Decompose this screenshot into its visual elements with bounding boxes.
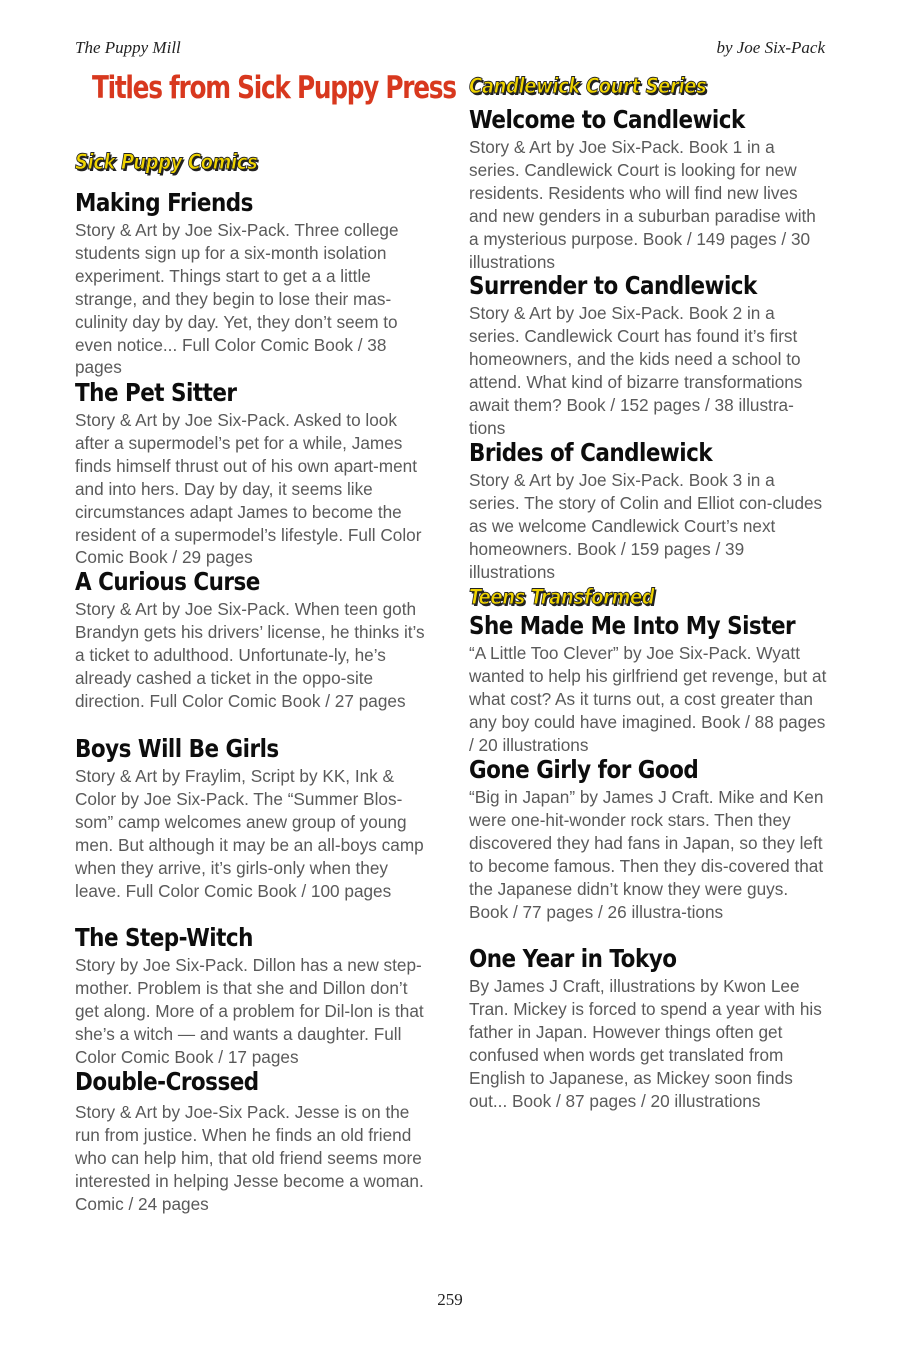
running-head-left: The Puppy Mill [75,38,181,57]
entry-title: Gone Girly for Good [469,755,699,784]
entry-title: Boys Will Be Girls [75,734,279,763]
series-label-sick-puppy-comics: Sick Puppy Comics [75,150,258,174]
catalog-entry [75,1066,435,1216]
catalog-entry [469,754,829,923]
page-number: 259 [437,1290,463,1309]
catalog-entry [75,733,435,902]
entry-title: One Year in Tokyo [469,944,677,973]
entry-title: A Curious Curse [75,567,260,596]
entry-title: The Step-Witch [75,923,253,952]
catalog-entry [469,610,829,757]
catalog-entry [75,187,435,379]
running-head-right: by Joe Six-Pack [716,38,825,57]
entry-description: Story & Art by Joe Six-Pack. Book 1 in a series. Candlewick Court is looking for new residents. Residents who will find new lives and new genders in a suburban paradise with a mysterious purpose. Book / 149 pages / 30 illustrations [469,137,816,272]
entry-title: Double-Crossed [75,1067,259,1096]
catalog-entry [75,377,435,569]
entry-description: Story & Art by Joe Six-Pack. Book 3 in a series. The story of Colin and Elliot con-cludes as we welcome Candlewick Court’s next homeowners. Book / 159 pages / 39 illustrations [469,470,823,582]
catalog-entry [469,104,829,273]
catalog-entry [469,943,829,1112]
page-title: Titles from Sick Puppy Press [92,70,456,106]
entry-description: Story & Art by Joe Six-Pack. Three college students sign up for a six-month isolation experiment. Things start to get a a little strange, and they begin to lose their mas-culinity day by day. Yet, they don’t seem to even notice... Full Color Comic Book / 38 pages [75,220,399,378]
entry-title: Making Friends [75,188,253,217]
entry-title: Brides of Candlewick [469,438,713,467]
entry-description: By James J Craft, illustrations by Kwon Lee Tran. Mickey is forced to spend a year with his father in Japan. However things often get confused when words get translated from English to Japanese, as Mickey soon finds out... Book / 87 pages / 20 illustrations [469,976,822,1111]
entry-title: Welcome to Candlewick [469,105,745,134]
series-label-candlewick-court: Candlewick Court Series [469,74,707,98]
entry-description: Story & Art by Joe-Six Pack. Jesse is on the run from justice. When he finds an old friend who can help him, that old friend seems more interested in helping Jesse become a woman. Comic / 24 pages [75,1102,424,1214]
series-label-teens-transformed: Teens Transformed [469,585,655,609]
entry-description: Story by Joe Six-Pack. Dillon has a new step-mother. Problem is that she and Dillon don’t get along. More of a problem for Dil-lon is that she’s a witch — and wants a daughter. Full Color Comic Book / 17 pages [75,955,424,1067]
entry-title: She Made Me Into My Sister [469,611,796,640]
entry-description: “Big in Japan” by James J Craft. Mike and Ken were one-hit-wonder rock stars. Then they discovered they had fans in Japan, so they left to become famous. Then they dis-covered that the Japanese didn’t know they were guys. Book / 77 pages / 26 illustra-tions [469,787,824,922]
entry-description: Story & Art by Joe Six-Pack. When teen goth Brandyn gets his drivers’ license, he thinks it’s a ticket to adulthood. Unfortunate-ly, he’s already cashed a ticket in the oppo-site direction. Full Color Comic Book / 27 pages [75,599,425,711]
catalog-entry [75,922,435,1069]
catalog-entry [469,437,829,584]
catalog-entry [469,270,829,439]
entry-description: Story & Art by Joe Six-Pack. Asked to look after a supermodel’s pet for a while, James finds himself thrust out of his own apart-ment and into hers. Day by day, it seems like circumstances adapt James to become the resident of a supermodel’s lifestyle. Full Color Comic Book / 29 pages [75,410,422,568]
entry-title: Surrender to Candlewick [469,271,757,300]
entry-title: The Pet Sitter [75,378,237,407]
catalog-entry [75,566,435,713]
entry-description: “A Little Too Clever” by Joe Six-Pack. Wyatt wanted to help his girlfriend get revenge, but at what cost? As it turns out, a cost greater than any boy could have imagined. Book / 88 pages / 20 illustrations [469,643,827,755]
entry-description: Story & Art by Fraylim, Script by KK, Ink & Color by Joe Six-Pack. The “Summer Blos-som” camp welcomes anew group of young men. But although it may be an all-boys camp when they arrive, it’s girls-only when they leave. Full Color Comic Book / 100 pages [75,766,424,901]
entry-description: Story & Art by Joe Six-Pack. Book 2 in a series. Candlewick Court has found it’s first homeowners, and the kids need a school to attend. What kind of bizarre transformations await them? Book / 152 pages / 38 illustra-tions [469,303,803,438]
